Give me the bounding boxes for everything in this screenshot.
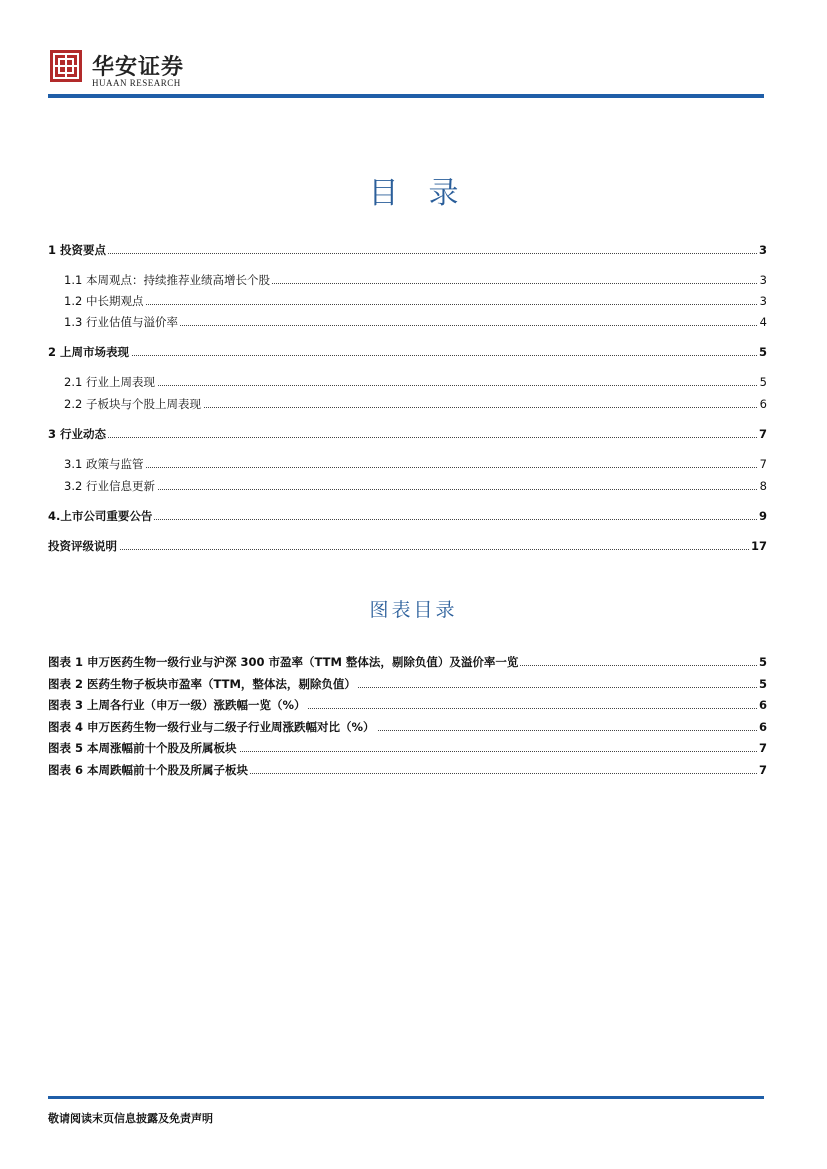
toc-entry-label: 图表 6 本周跌幅前十个股及所属子板块 bbox=[48, 763, 249, 777]
toc-entry-page: 4 bbox=[759, 315, 767, 329]
footer-divider bbox=[48, 1096, 764, 1099]
brand-name-en: HUAAN RESEARCH bbox=[92, 78, 181, 88]
footer-disclaimer: 敬请阅读末页信息披露及免责声明 bbox=[48, 1112, 213, 1125]
header-divider bbox=[48, 94, 764, 98]
toc-entry[interactable] bbox=[64, 374, 767, 390]
toc-entry-label: 2.1 行业上周表现 bbox=[64, 375, 155, 389]
toc-entry-page: 6 bbox=[758, 698, 767, 712]
toc-entry-page: 5 bbox=[758, 345, 767, 359]
toc-entry-page: 17 bbox=[750, 539, 767, 553]
toc-entry-label: 3 行业动态 bbox=[48, 427, 107, 441]
figures-title: 图表目录 bbox=[369, 599, 458, 621]
toc-entry[interactable] bbox=[64, 456, 767, 472]
dot-leader bbox=[64, 467, 767, 468]
toc-entry-page: 3 bbox=[758, 243, 767, 257]
dot-leader bbox=[48, 549, 767, 550]
toc-entry[interactable] bbox=[64, 272, 767, 288]
toc-entry[interactable] bbox=[48, 697, 767, 713]
toc-entry[interactable] bbox=[48, 654, 767, 670]
toc-entry[interactable] bbox=[48, 426, 767, 442]
toc-entry-label: 投资评级说明 bbox=[48, 539, 117, 553]
toc-entry[interactable] bbox=[48, 676, 767, 692]
dot-leader bbox=[48, 355, 767, 356]
toc-entry[interactable] bbox=[64, 478, 767, 494]
brand-name-cn: 华安证券 bbox=[92, 54, 185, 80]
toc-entry[interactable] bbox=[64, 293, 767, 309]
toc-entry[interactable] bbox=[48, 762, 767, 778]
toc-entry-page: 3 bbox=[759, 294, 767, 308]
toc-entry-page: 6 bbox=[758, 720, 767, 734]
dot-leader bbox=[64, 489, 767, 490]
toc-entry-label: 1 投资要点 bbox=[48, 243, 107, 257]
toc-entry-label: 1.3 行业估值与溢价率 bbox=[64, 315, 178, 329]
toc-entry-page: 7 bbox=[759, 457, 767, 471]
dot-leader bbox=[48, 437, 767, 438]
dot-leader bbox=[48, 253, 767, 254]
toc-entry[interactable] bbox=[64, 314, 767, 330]
toc-entry-page: 5 bbox=[758, 655, 767, 669]
toc-entry-label: 4.上市公司重要公告 bbox=[48, 509, 153, 523]
toc-entry[interactable] bbox=[48, 740, 767, 756]
toc-entry-page: 7 bbox=[758, 427, 767, 441]
toc-entry[interactable] bbox=[48, 242, 767, 258]
toc-entry-page: 5 bbox=[758, 677, 767, 691]
toc-entry-label: 图表 4 申万医药生物一级行业与二级子行业周涨跌幅对比（%） bbox=[48, 720, 375, 734]
toc-entry-label: 图表 1 申万医药生物一级行业与沪深 300 市盈率（TTM 整体法，剔除负值）及溢价率一览 bbox=[48, 655, 519, 669]
toc-entry-label: 2 上周市场表现 bbox=[48, 345, 130, 359]
toc-entry[interactable] bbox=[48, 538, 767, 554]
toc-entry-label: 图表 2 医药生物子板块市盈率（TTM，整体法，剔除负值） bbox=[48, 677, 356, 691]
dot-leader bbox=[64, 304, 767, 305]
toc-entry-page: 7 bbox=[758, 763, 767, 777]
toc-entry-label: 1.2 中长期观点 bbox=[64, 294, 144, 308]
toc-entry-page: 9 bbox=[758, 509, 767, 523]
toc-entry[interactable] bbox=[48, 344, 767, 360]
toc-entry-label: 1.1 本周观点：持续推荐业绩高增长个股 bbox=[64, 273, 270, 287]
toc-entry[interactable] bbox=[64, 396, 767, 412]
toc-entry[interactable] bbox=[48, 719, 767, 735]
toc-entry-page: 6 bbox=[759, 397, 767, 411]
dot-leader bbox=[64, 385, 767, 386]
toc-entry-page: 8 bbox=[759, 479, 767, 493]
toc-entry-label: 2.2 子板块与个股上周表现 bbox=[64, 397, 201, 411]
toc-entry-label: 3.1 政策与监管 bbox=[64, 457, 144, 471]
toc-entry-page: 5 bbox=[759, 375, 767, 389]
toc-entry-page: 3 bbox=[759, 273, 767, 287]
page-title: 目录 bbox=[368, 176, 489, 211]
toc-entry-label: 图表 3 上周各行业（申万一级）涨跌幅一览（%） bbox=[48, 698, 306, 712]
huaan-logo-icon bbox=[50, 50, 82, 82]
toc-entry-label: 3.2 行业信息更新 bbox=[64, 479, 155, 493]
toc-entry-label: 图表 5 本周涨幅前十个股及所属板块 bbox=[48, 741, 237, 755]
dot-leader bbox=[48, 519, 767, 520]
toc-entry-page: 7 bbox=[758, 741, 767, 755]
toc-entry[interactable] bbox=[48, 508, 767, 524]
